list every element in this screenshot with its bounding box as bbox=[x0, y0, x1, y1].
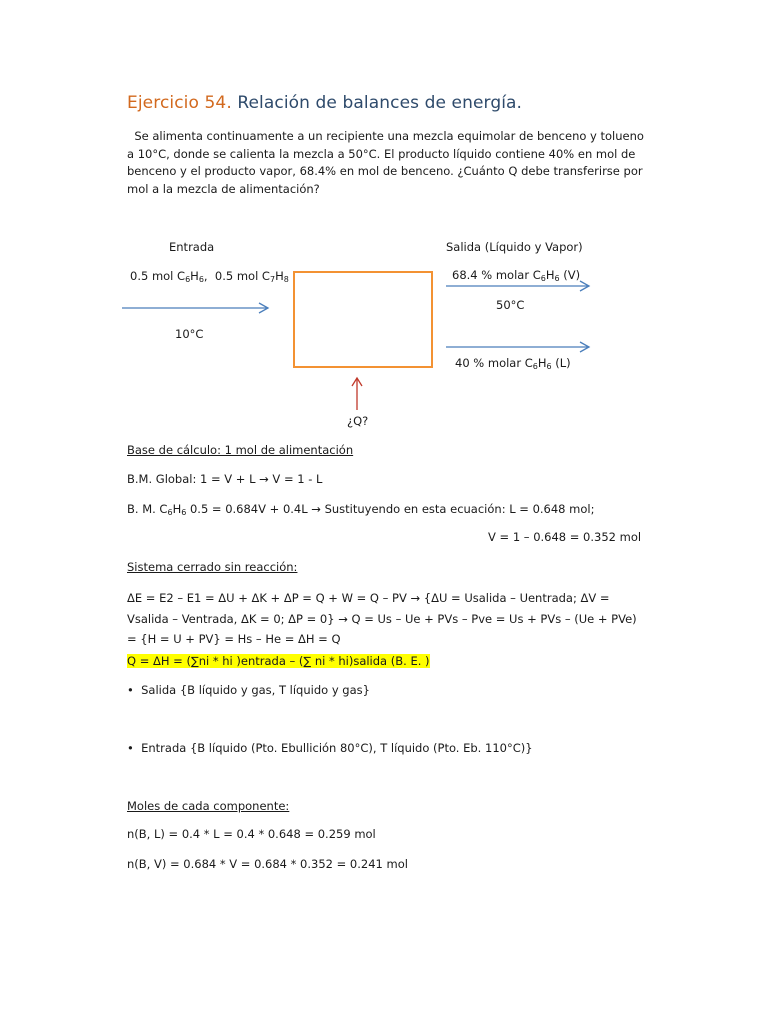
heat-label: ¿Q? bbox=[347, 414, 369, 428]
energy-balance-equation: Q = ΔH = (∑ni * hi )entrada – (∑ ni * hi)salida (B. E. ) bbox=[127, 654, 430, 668]
moles-benzene-liquid: n(B, L) = 0.4 * L = 0.4 * 0.648 = 0.259 mol bbox=[127, 827, 376, 841]
vapor-result: V = 1 – 0.648 = 0.352 mol bbox=[488, 530, 642, 544]
global-mass-balance: B.M. Global: 1 = V + L → V = 1 - L bbox=[127, 472, 323, 486]
heat-arrow-icon bbox=[352, 378, 362, 410]
benzene-mass-balance: B. M. $C_6H_6$ 0.5 = 0.684V + 0.4L → Sustituyendo en esta ecuación: L = 0.648 mol; bbox=[127, 502, 595, 517]
closed-system-heading: Sistema cerrado sin reacción: bbox=[127, 560, 298, 574]
inlet-temperature: 10°C bbox=[175, 327, 204, 341]
energy-balance-derivation: ΔE = E2 – E1 = ΔU + ΔK + ΔP = Q + W = Q – PV → {ΔU = Usalida – Uentrada; ΔV = Vsalida – Ventrada, ΔK = 0; ΔP = 0} → Q = Us – Ue + PVs – Pve = Us + PVs – (Ue + PVe) = {H = U + PV} = Hs – He = ΔH = Q bbox=[127, 591, 637, 646]
calculation-basis: Base de cálculo: 1 mol de alimentación bbox=[127, 443, 354, 457]
liquid-arrow-icon bbox=[446, 342, 589, 352]
vapor-arrow-icon bbox=[446, 281, 589, 291]
bullet-entrada: • Entrada {B líquido (Pto. Ebullición 80°C), T líquido (Pto. Eb. 110°C)} bbox=[127, 741, 533, 755]
exercise-title-text: Relación de balances de energía. bbox=[237, 93, 523, 113]
moles-heading: Moles de cada componente: bbox=[127, 799, 290, 813]
outlet-label: Salida (Líquido y Vapor) bbox=[446, 240, 583, 254]
outlet-temperature: 50°C bbox=[496, 298, 525, 312]
exercise-number: Ejercicio 54. bbox=[127, 93, 232, 113]
inlet-arrow-icon bbox=[122, 303, 268, 313]
moles-benzene-vapor: n(B, V) = 0.684 * V = 0.684 * 0.352 = 0.241 mol bbox=[127, 857, 408, 871]
inlet-label: Entrada bbox=[169, 240, 215, 254]
problem-statement: Se alimenta continuamente a un recipiente una mezcla equimolar de benceno y tolueno a 10°C, donde se calienta la mezcla a 50°C. El producto líquido contiene 40% en mol de benceno y el producto vapor, 68.4% en mol de benceno. ¿Cuánto Q debe transferirse por mol a la mezcla de alimentación? bbox=[127, 129, 644, 196]
vapor-composition: 68.4 % molar $C_6H_6$ (V) bbox=[452, 268, 581, 283]
diagram-arrows bbox=[0, 0, 768, 450]
liquid-composition: 40 % molar $C_6H_6$ (L) bbox=[455, 356, 571, 371]
feed-composition: 0.5 mol $C_6H_6$, 0.5 mol $C_7H_8$ bbox=[130, 269, 289, 284]
bullet-salida: • Salida {B líquido y gas, T líquido y gas} bbox=[127, 683, 370, 697]
